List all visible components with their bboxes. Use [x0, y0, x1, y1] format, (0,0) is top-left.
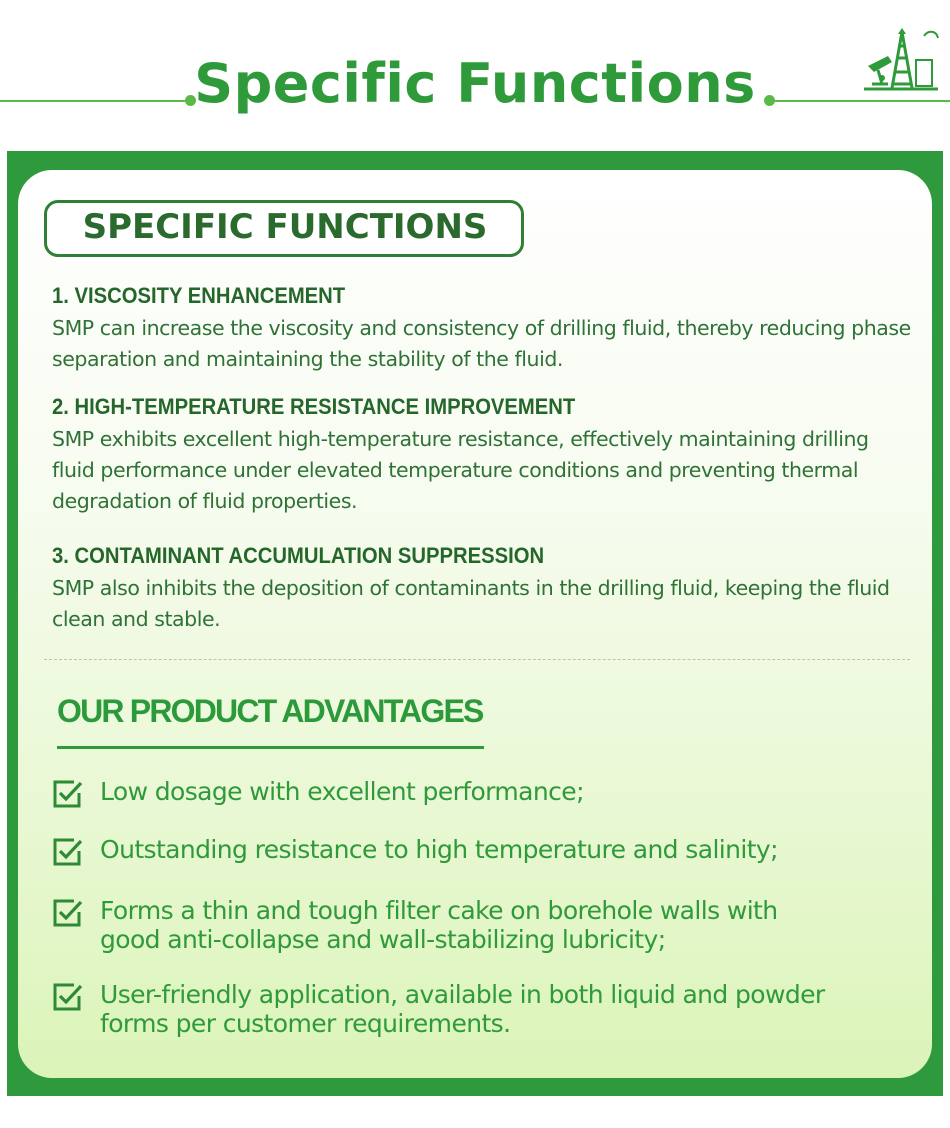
oil-rig-icon	[862, 26, 940, 96]
checkbox-icon	[52, 837, 84, 867]
function-heading-1: 1. VISCOSITY ENHANCEMENT	[52, 283, 346, 308]
page-title: Specific Functions	[194, 52, 756, 115]
function-heading-3: 3. CONTAMINANT ACCUMULATION SUPPRESSION	[52, 543, 545, 568]
section-divider	[44, 659, 910, 660]
advantage-text-4: User-friendly application, available in both liquid and powder forms per customer requirements.	[100, 980, 825, 1038]
advantage-text-2: Outstanding resistance to high temperature and salinity;	[100, 835, 778, 864]
section-title: SPECIFIC FUNCTIONS	[82, 207, 488, 247]
checkbox-icon	[52, 898, 84, 928]
function-heading-2: 2. HIGH-TEMPERATURE RESISTANCE IMPROVEMENT	[52, 394, 576, 419]
header-line-right	[770, 100, 950, 102]
function-body-2: SMP exhibits excellent high-temperature resistance, effectively maintaining drilling fluid performance under elevated temperature conditions and preventing thermal degradation of fluid properties.	[52, 427, 869, 513]
advantages-underline	[57, 746, 484, 749]
advantage-text-3: Forms a thin and tough filter cake on borehole walls with good anti-collapse and wall-stabilizing lubricity;	[100, 896, 778, 954]
advantage-text-1: Low dosage with excellent performance;	[100, 777, 584, 806]
checkbox-icon	[52, 982, 84, 1012]
function-body-3: SMP also inhibits the deposition of contaminants in the drilling fluid, keeping the fluid clean and stable.	[52, 576, 890, 631]
function-body-1: SMP can increase the viscosity and consistency of drilling fluid, thereby reducing phase separation and maintaining the stability of the fluid.	[52, 316, 911, 371]
checkbox-icon	[52, 779, 84, 809]
advantages-title: OUR PRODUCT ADVANTAGES	[57, 693, 483, 729]
